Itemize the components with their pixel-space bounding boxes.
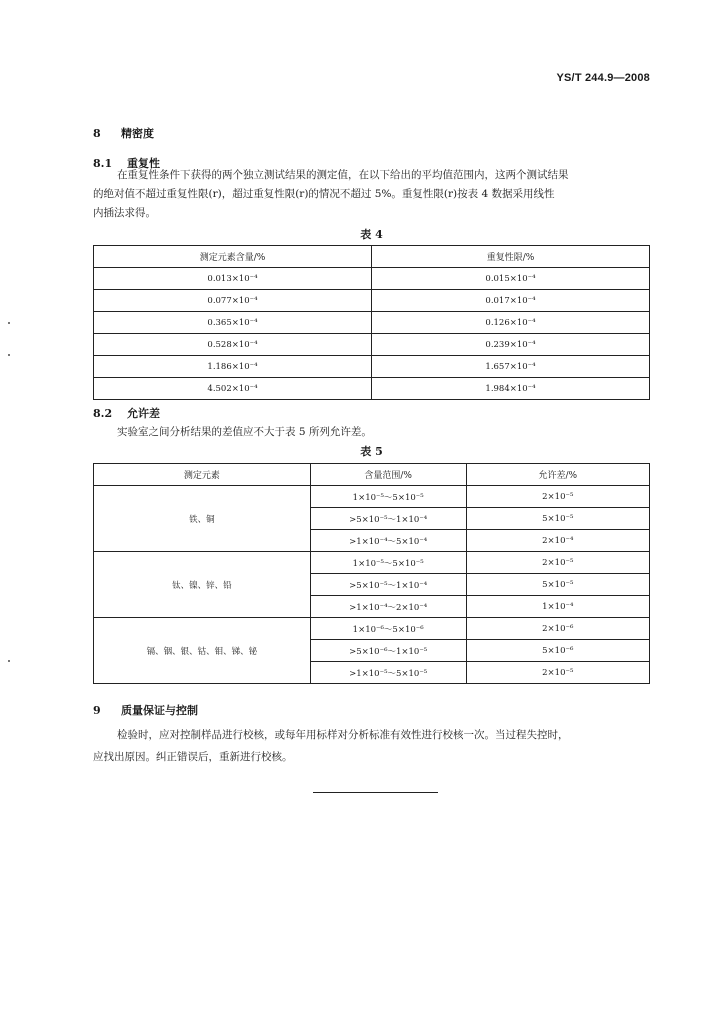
quality-control-line-2: 应找出原因。纠正错误后，重新进行校核。 (93, 751, 293, 763)
table-cell: 1×10⁻⁴ (466, 596, 650, 618)
table-cell: 0.017×10⁻⁴ (372, 290, 650, 312)
table-4 (93, 245, 650, 400)
table-cell: 2×10⁻⁶ (466, 618, 650, 640)
table-row (94, 356, 650, 378)
section-8-heading (93, 125, 154, 141)
table-cell: 0.239×10⁻⁴ (372, 334, 650, 356)
table-row (94, 378, 650, 400)
table-row (94, 290, 650, 312)
table-cell: 2×10⁻⁴ (466, 530, 650, 552)
table-4-caption: 表 4 (360, 228, 383, 241)
tolerance-text: 实验室之间分析结果的差值应不大于表 5 所列允许差。 (117, 426, 372, 438)
table-cell: 0.126×10⁻⁴ (372, 312, 650, 334)
table-cell: 1×10⁻⁶～5×10⁻⁶ (310, 618, 466, 640)
tolerance-paragraph (93, 423, 650, 442)
table-cell: 0.077×10⁻⁴ (94, 290, 372, 312)
table-cell: 1×10⁻⁵～5×10⁻⁵ (310, 552, 466, 574)
repeatability-line-3: 内插法求得。 (93, 207, 156, 219)
element-group-cell: 铁、铜 (94, 486, 311, 552)
table-cell: >1×10⁻⁵～5×10⁻⁵ (310, 662, 466, 684)
table-cell: 1.657×10⁻⁴ (372, 356, 650, 378)
repeatability-line-1: 在重复性条件下获得的两个独立测试结果的测定值，在以下给出的平均值范围内，这两个测试结果 (117, 169, 569, 181)
table-5-header-tolerance: 允许差/% (466, 464, 650, 486)
table-cell: 1.186×10⁻⁴ (94, 356, 372, 378)
table-cell: 2×10⁻⁵ (466, 662, 650, 684)
section-9-title: 质量保证与控制 (121, 704, 198, 717)
table-row (94, 334, 650, 356)
section-8-2-number: 8.2 (93, 407, 113, 420)
end-rule (313, 792, 438, 793)
table-cell: 5×10⁻⁵ (466, 574, 650, 596)
table-5-header-range: 含量范围/% (310, 464, 466, 486)
element-group-cell: 镉、铟、银、钴、钼、锑、铋 (94, 618, 311, 684)
quality-control-paragraph (93, 724, 650, 768)
section-9-heading (93, 702, 198, 718)
scan-speck (8, 660, 10, 662)
table-cell: 1×10⁻⁵～5×10⁻⁵ (310, 486, 466, 508)
section-9-number: 9 (93, 704, 101, 717)
table-5-header-element: 测定元素 (94, 464, 311, 486)
table-cell: 5×10⁻⁵ (466, 508, 650, 530)
element-group-cell: 钛、镍、锌、铅 (94, 552, 311, 618)
section-8-1-number: 8.1 (93, 157, 113, 170)
table-cell: 0.015×10⁻⁴ (372, 268, 650, 290)
section-8-1-title: 重复性 (127, 157, 160, 170)
table-row (94, 312, 650, 334)
table-cell: 2×10⁻⁵ (466, 486, 650, 508)
table-cell: 0.013×10⁻⁴ (94, 268, 372, 290)
table-cell: 1.984×10⁻⁴ (372, 378, 650, 400)
section-8-title: 精密度 (121, 127, 154, 140)
table-row (94, 552, 650, 574)
table-cell: >5×10⁻⁵～1×10⁻⁴ (310, 574, 466, 596)
table-row (94, 486, 650, 508)
table-cell: 0.528×10⁻⁴ (94, 334, 372, 356)
quality-control-line-1: 检验时，应对控制样品进行校核，或每年用标样对分析标准有效性进行校核一次。当过程失控时， (117, 729, 569, 741)
table-cell: >1×10⁻⁴～5×10⁻⁴ (310, 530, 466, 552)
scan-speck (8, 322, 10, 324)
table-5-header-row (94, 464, 650, 486)
table-4-header-limit: 重复性限/% (372, 246, 650, 268)
table-4-header-content: 测定元素含量/% (94, 246, 372, 268)
standard-code: YS/T 244.9—2008 (556, 72, 650, 84)
table-cell: >1×10⁻⁴～2×10⁻⁴ (310, 596, 466, 618)
table-cell: 2×10⁻⁵ (466, 552, 650, 574)
table-cell: >5×10⁻⁵～1×10⁻⁴ (310, 508, 466, 530)
section-8-2-heading (93, 405, 160, 421)
repeatability-paragraph (93, 166, 650, 223)
table-row (94, 268, 650, 290)
table-5-caption: 表 5 (360, 445, 383, 458)
repeatability-line-2: 的绝对值不超过重复性限(r)，超过重复性限(r)的情况不超过 5%。重复性限(r)按表 4 数据采用线性 (93, 188, 555, 200)
table-cell: 0.365×10⁻⁴ (94, 312, 372, 334)
table-cell: 4.502×10⁻⁴ (94, 378, 372, 400)
section-8-2-title: 允许差 (127, 407, 160, 420)
section-8-number: 8 (93, 127, 101, 140)
table-5 (93, 463, 650, 684)
scan-speck (8, 354, 10, 356)
table-row (94, 618, 650, 640)
table-cell: >5×10⁻⁶～1×10⁻⁵ (310, 640, 466, 662)
table-4-header-row (94, 246, 650, 268)
table-cell: 5×10⁻⁶ (466, 640, 650, 662)
